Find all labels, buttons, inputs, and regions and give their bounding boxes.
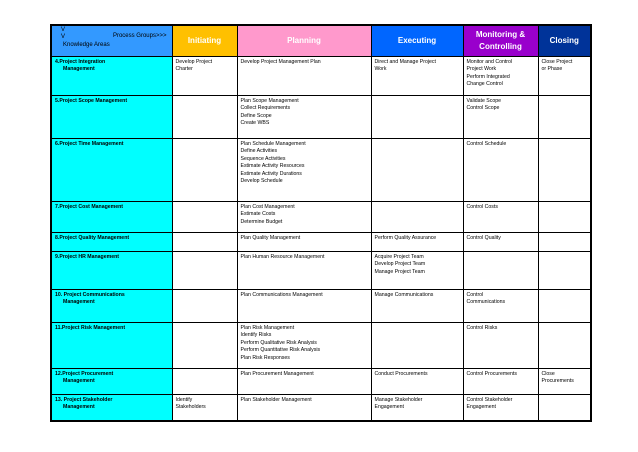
process-item: Perform Quantitative Risk Analysis	[240, 347, 321, 354]
process-item: Close	[541, 370, 555, 377]
corner-knowledge-areas-label: Knowledge Areas	[63, 41, 110, 48]
table-row	[51, 201, 591, 232]
process-item: Control Risks	[466, 324, 498, 331]
process-cell-closing	[538, 56, 591, 95]
process-cell-initiating	[172, 251, 237, 289]
knowledge-area-name: 5.Project Scope Management	[55, 97, 128, 104]
process-item: Acquire Project Team	[374, 253, 424, 260]
process-cell-monitoring	[463, 251, 538, 289]
process-item: Identify Risks	[240, 332, 272, 339]
process-item: Engagement	[374, 404, 404, 411]
knowledge-area-name: 11.Project Risk Management	[55, 324, 126, 331]
process-item: Plan Procurement Management	[240, 370, 314, 377]
process-item: Plan Human Resource Management	[240, 253, 325, 260]
process-cell-executing	[371, 322, 463, 368]
process-item: Manage Communications	[374, 291, 434, 298]
process-item: Plan Communications Management	[240, 291, 323, 298]
header-monitoring-line1: Monitoring &	[475, 30, 526, 40]
header-initiating: Initiating	[172, 25, 237, 56]
knowledge-area-name-cont: Management	[63, 404, 95, 411]
process-cell-monitoring	[463, 201, 538, 232]
process-cell-closing	[538, 394, 591, 421]
process-cell-closing	[538, 95, 591, 138]
process-item: Create WBS	[240, 120, 270, 127]
knowledge-area-cell	[51, 394, 172, 421]
process-item: Develop Schedule	[240, 178, 283, 185]
process-cell-closing	[538, 251, 591, 289]
process-item: Estimate Activity Resources	[240, 163, 305, 170]
process-cell-monitoring	[463, 322, 538, 368]
process-item: Control Quality	[466, 234, 501, 241]
process-item: Plan Quality Management	[240, 234, 301, 241]
corner-arrow-v2: V	[61, 34, 66, 40]
table-row	[51, 138, 591, 201]
process-cell-monitoring	[463, 95, 538, 138]
process-item: Perform Quality Assurance	[374, 234, 437, 241]
process-cell-planning	[237, 394, 371, 421]
process-item: Perform Qualitative Risk Analysis	[240, 339, 317, 346]
process-item: Manage Project Team	[374, 268, 425, 275]
process-cell-planning	[237, 322, 371, 368]
process-item: Plan Scope Management	[240, 97, 299, 104]
process-item: Close Project	[541, 58, 573, 65]
knowledge-area-name-cont: Management	[63, 66, 95, 73]
process-cell-executing	[371, 289, 463, 322]
table-row	[51, 394, 591, 421]
knowledge-area-cell	[51, 138, 172, 201]
process-item: Define Scope	[240, 112, 272, 119]
process-cell-initiating	[172, 56, 237, 95]
header-closing: Closing	[538, 25, 591, 56]
process-item: Manage Stakeholder	[374, 396, 423, 403]
process-cell-planning	[237, 232, 371, 251]
process-item: Develop Project	[175, 58, 213, 65]
table-row	[51, 56, 591, 95]
process-cell-initiating	[172, 201, 237, 232]
process-item: Estimate Activity Durations	[240, 170, 302, 177]
process-cell-planning	[237, 201, 371, 232]
knowledge-area-name: 9.Project HR Management	[55, 253, 119, 260]
process-item: Plan Cost Management	[240, 203, 295, 210]
table-row	[51, 289, 591, 322]
process-cell-initiating	[172, 289, 237, 322]
process-item: Identify	[175, 396, 193, 403]
process-groups-table	[50, 24, 592, 422]
process-cell-monitoring	[463, 56, 538, 95]
process-cell-executing	[371, 232, 463, 251]
header-executing: Executing	[371, 25, 463, 56]
header-planning: Planning	[237, 25, 371, 56]
knowledge-area-cell	[51, 56, 172, 95]
header-monitoring-controlling	[463, 25, 538, 56]
process-item: Control Procurements	[466, 370, 517, 377]
table-body	[51, 56, 591, 421]
process-item: Monitor and Control	[466, 58, 513, 65]
process-cell-closing	[538, 322, 591, 368]
process-cell-initiating	[172, 322, 237, 368]
process-item: Develop Project Team	[374, 261, 426, 268]
process-cell-closing	[538, 289, 591, 322]
knowledge-area-cell	[51, 322, 172, 368]
process-cell-monitoring	[463, 138, 538, 201]
process-cell-planning	[237, 56, 371, 95]
knowledge-area-name: 4.Project Integration	[55, 58, 106, 65]
process-cell-planning	[237, 368, 371, 394]
process-item: Plan Risk Management	[240, 324, 295, 331]
knowledge-area-cell	[51, 368, 172, 394]
process-cell-monitoring	[463, 368, 538, 394]
knowledge-area-name: 6.Project Time Management	[55, 140, 124, 147]
process-cell-executing	[371, 251, 463, 289]
header-monitoring-line2: Controlling	[479, 41, 522, 51]
process-item: Sequence Activities	[240, 155, 286, 162]
process-item: Plan Risk Responses	[240, 354, 290, 361]
process-cell-planning	[237, 251, 371, 289]
process-item: Direct and Manage Project	[374, 58, 436, 65]
table-row	[51, 95, 591, 138]
process-cell-initiating	[172, 95, 237, 138]
process-item: Stakeholders	[175, 404, 206, 411]
process-item: Plan Stakeholder Management	[240, 396, 312, 403]
process-item: Determine Budget	[240, 218, 283, 225]
knowledge-area-cell	[51, 289, 172, 322]
process-cell-planning	[237, 95, 371, 138]
process-item: Collect Requirements	[240, 105, 291, 112]
process-item: Perform Integrated	[466, 73, 510, 80]
process-cell-executing	[371, 368, 463, 394]
process-item: Develop Project Management Plan	[240, 58, 321, 65]
process-cell-planning	[237, 138, 371, 201]
process-item: Control Stakeholder	[466, 396, 513, 403]
knowledge-area-cell	[51, 201, 172, 232]
process-item: Plan Schedule Management	[240, 140, 306, 147]
process-cell-monitoring	[463, 394, 538, 421]
process-item: Communications	[466, 299, 506, 306]
process-cell-executing	[371, 138, 463, 201]
process-item: Estimate Costs	[240, 211, 276, 218]
knowledge-area-cell	[51, 251, 172, 289]
process-item: Project Work	[466, 66, 497, 73]
corner-process-groups-label: Process Groups>>>	[112, 33, 167, 40]
process-cell-initiating	[172, 232, 237, 251]
process-item: Define Activities	[240, 148, 278, 155]
knowledge-area-name: 7.Project Cost Management	[55, 203, 124, 210]
process-item: Work	[374, 66, 387, 73]
table-row	[51, 368, 591, 394]
process-cell-monitoring	[463, 289, 538, 322]
process-item: Change Control	[466, 81, 503, 88]
process-cell-executing	[371, 95, 463, 138]
process-cell-closing	[538, 232, 591, 251]
knowledge-area-name: 12.Project Procurement	[55, 370, 114, 377]
process-cell-initiating	[172, 368, 237, 394]
process-cell-executing	[371, 201, 463, 232]
knowledge-area-name: 13. Project Stakeholder	[55, 396, 113, 403]
corner-arrow-v1: V	[61, 27, 66, 33]
knowledge-area-name: 8.Project Quality Management	[55, 234, 130, 241]
process-cell-executing	[371, 394, 463, 421]
process-cell-closing	[538, 201, 591, 232]
knowledge-area-name: 10. Project Communications	[55, 291, 125, 298]
process-item: Engagement	[466, 404, 496, 411]
process-item: Control Costs	[466, 203, 498, 210]
knowledge-area-name-cont: Management	[63, 299, 95, 306]
table-row	[51, 232, 591, 251]
process-item: Control	[466, 291, 484, 298]
process-item: or Phase	[541, 66, 563, 73]
process-cell-closing	[538, 138, 591, 201]
process-cell-initiating	[172, 138, 237, 201]
process-item: Conduct Procurements	[374, 370, 428, 377]
process-cell-closing	[538, 368, 591, 394]
process-cell-executing	[371, 56, 463, 95]
process-item: Charter	[175, 66, 193, 73]
knowledge-area-name-cont: Management	[63, 378, 95, 385]
process-item: Procurements	[541, 378, 574, 385]
table-row	[51, 322, 591, 368]
process-cell-monitoring	[463, 232, 538, 251]
header-row	[51, 25, 591, 56]
process-item: Validate Scope	[466, 97, 502, 104]
knowledge-area-cell	[51, 232, 172, 251]
process-item: Control Scope	[466, 105, 500, 112]
table-row	[51, 251, 591, 289]
process-item: Control Schedule	[466, 140, 507, 147]
knowledge-area-cell	[51, 95, 172, 138]
process-cell-planning	[237, 289, 371, 322]
process-cell-initiating	[172, 394, 237, 421]
corner-header	[51, 25, 172, 56]
